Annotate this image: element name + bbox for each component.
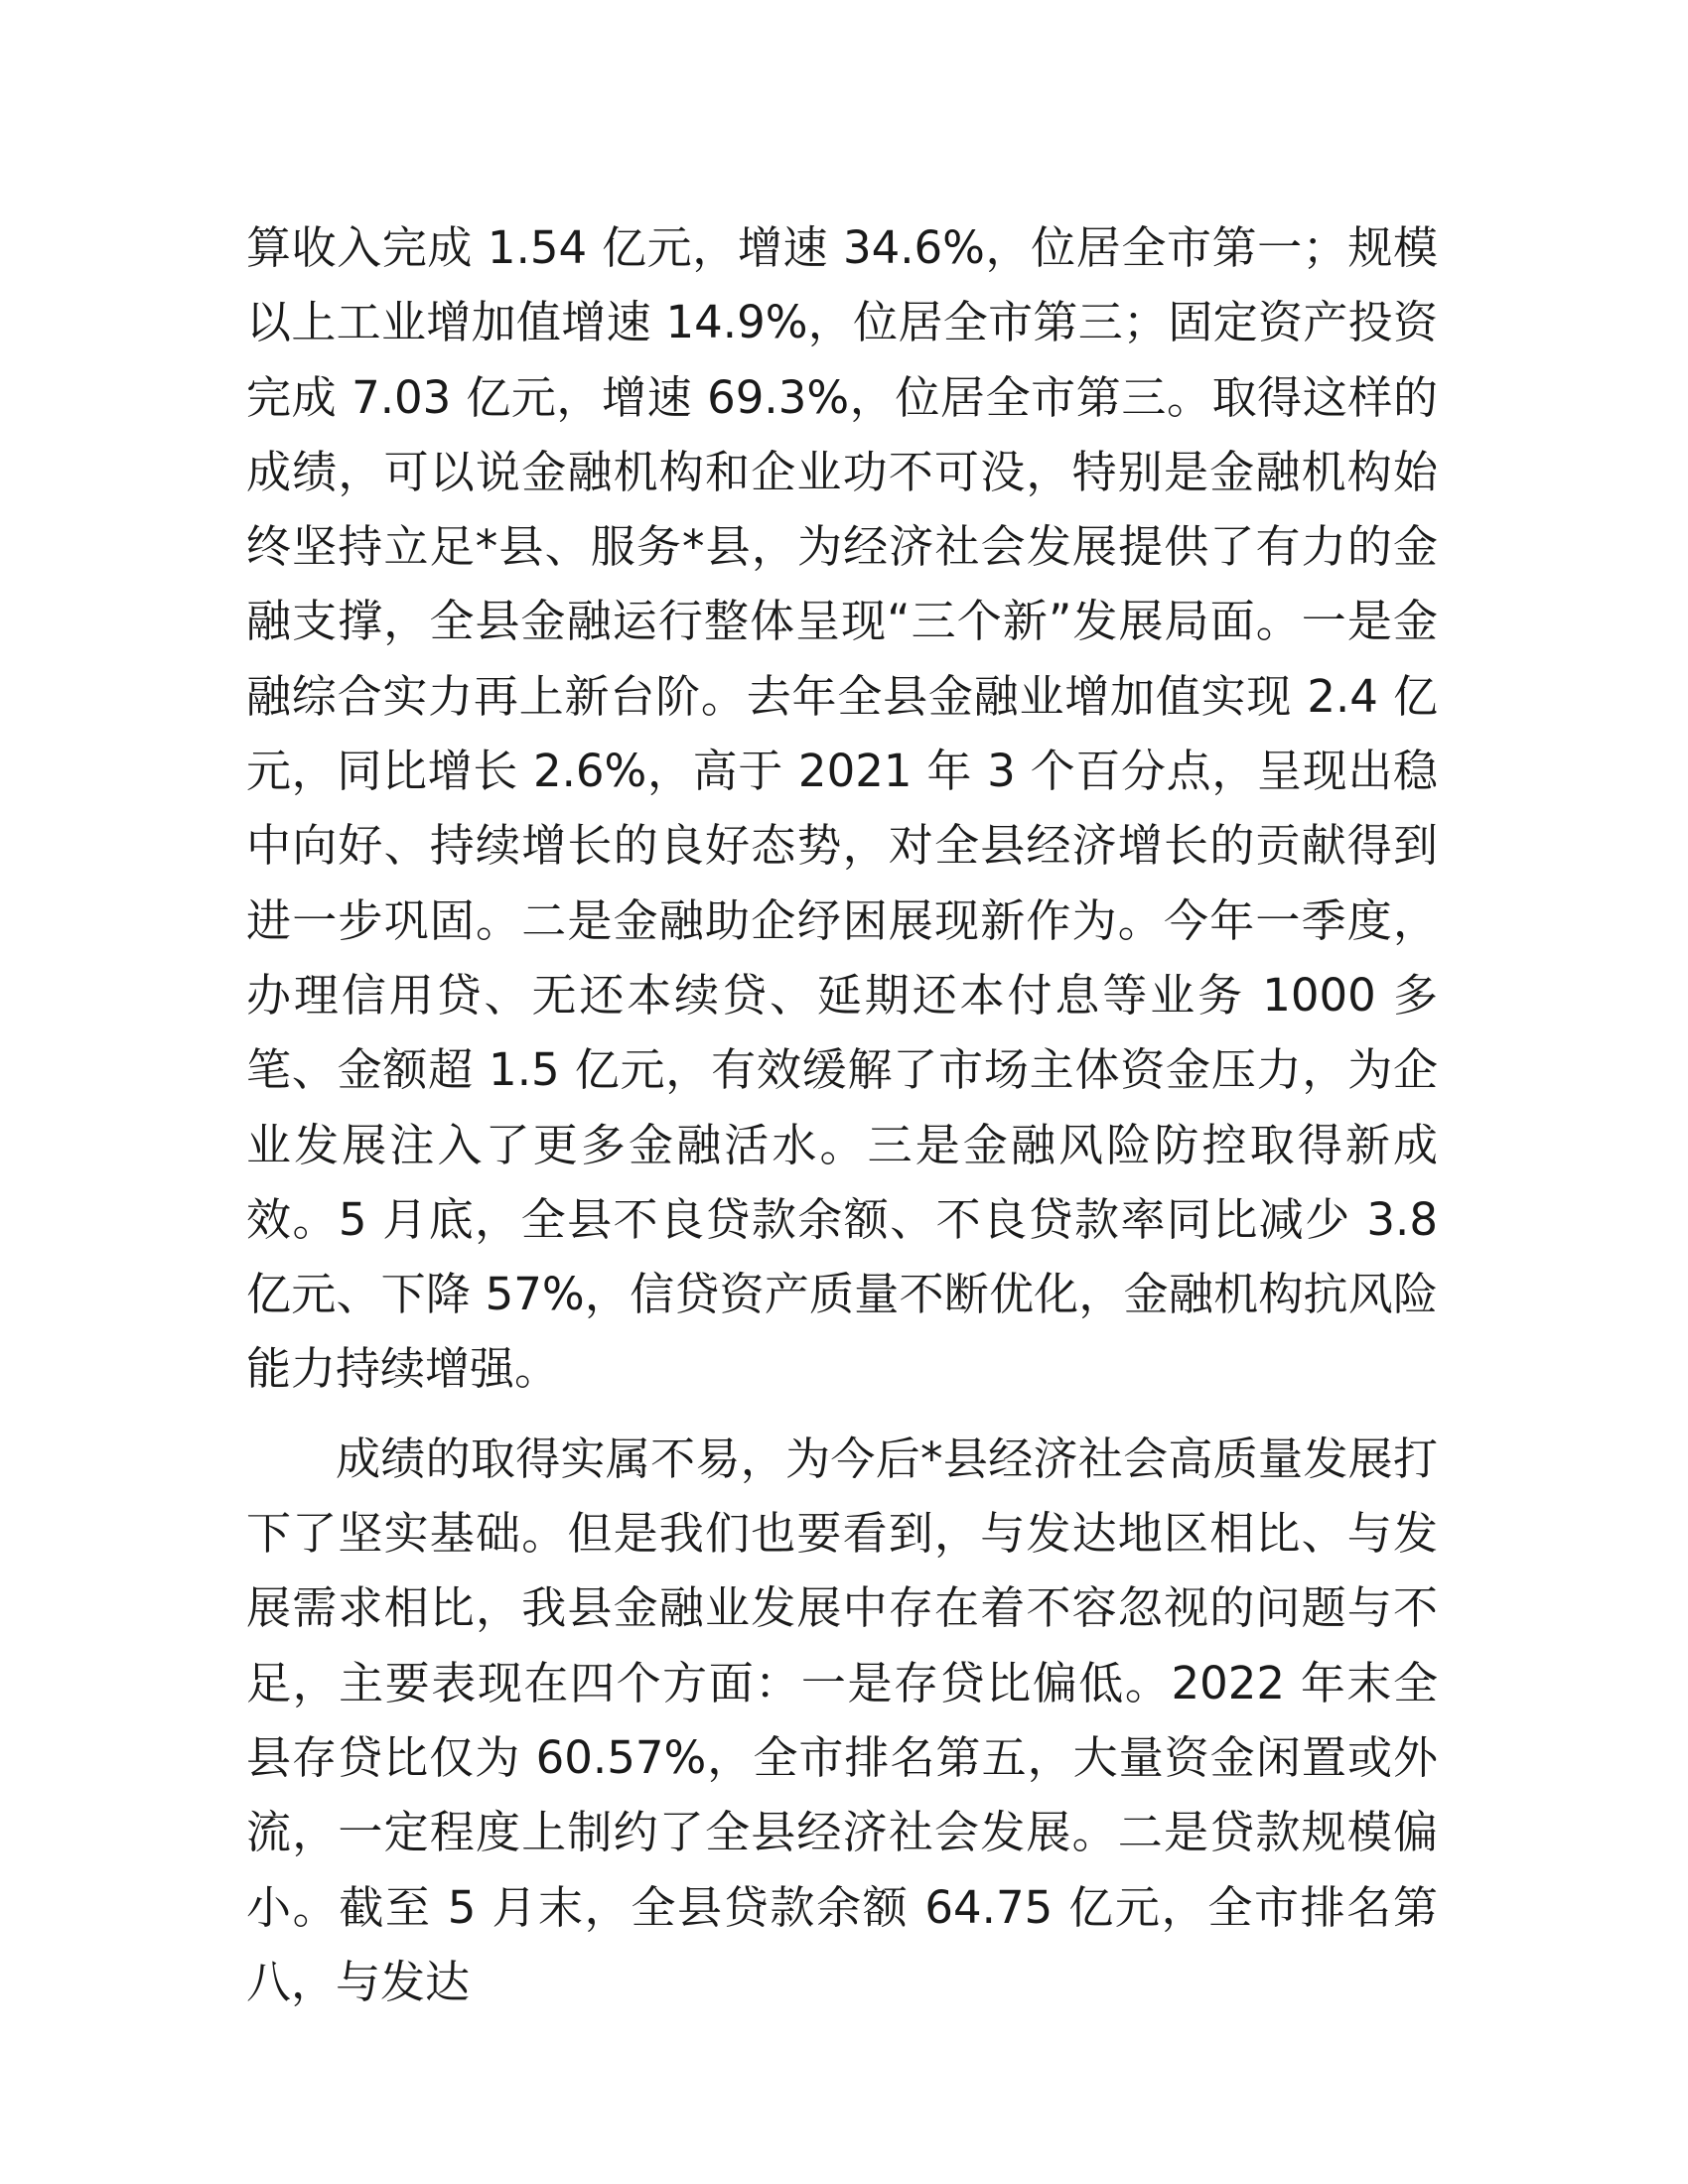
paragraph-2: 成绩的取得实属不易，为今后*县经济社会高质量发展打下了坚实基础。但是我们也要看到，与发达地区相比、与发展需求相比，我县金融业发展中存在着不容忽视的问题与不足，主要表现在四个方面：一是存贷比偏低。2022 年末全县存贷比仅为 60.57%，全市排名第五，大量资金闲置或外流，一定程度上制约了全县经济社会发展。二是贷款规模偏小。截至 5 月末，全县贷款余额 64.75 亿元，全市排名第八，与发达	[246, 1432, 1438, 2008]
body-text	[246, 210, 1438, 2019]
paragraph-1: 算收入完成 1.54 亿元，增速 34.6%，位居全市第一；规模以上工业增加值增速 14.9%，位居全市第三；固定资产投资完成 7.03 亿元，增速 69.3%，位居全市第三。取得这样的成绩，可以说金融机构和企业功不可没，特别是金融机构始终坚持立足*县、服务*县，为经济社会发展提供了有力的金融支撑，全县金融运行整体呈现“三个新”发展局面。一是金融综合实力再上新台阶。去年全县金融业增加值实现 2.4 亿元，同比增长 2.6%，高于 2021 年 3 个百分点，呈现出稳中向好、持续增长的良好态势，对全县经济增长的贡献得到进一步巩固。二是金融助企纾困展现新作为。今年一季度，办理信用贷、无还本续贷、延期还本付息等业务 1000 多笔、金额超 1.5 亿元，有效缓解了市场主体资金压力，为企业发展注入了更多金融活水。三是金融风险防控取得新成效。5 月底，全县不良贷款余额、不良贷款率同比减少 3.8 亿元、下降 57%，信贷资产质量不断优化，金融机构抗风险能力持续增强。	[246, 221, 1438, 1396]
